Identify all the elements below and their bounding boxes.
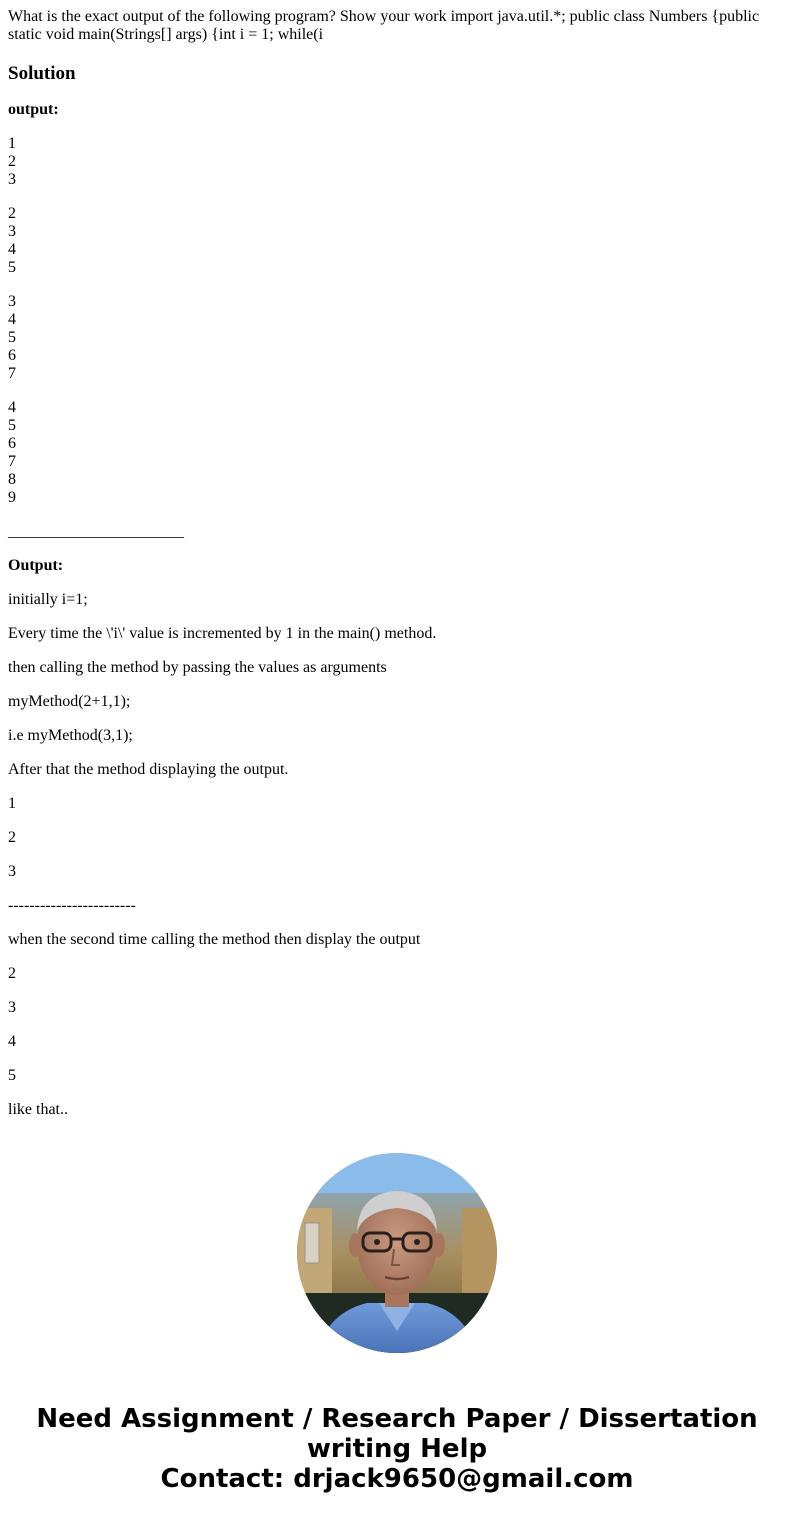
- explanation-label: Output:: [8, 557, 64, 574]
- underline-separator: ______________________: [8, 523, 184, 540]
- explanation-line: i.e myMethod(3,1);: [8, 727, 133, 744]
- output-group-3: [8, 293, 786, 383]
- explanation-line: like that..: [8, 1101, 68, 1118]
- explanation-line: myMethod(2+1,1);: [8, 693, 131, 710]
- output-line: 4: [8, 311, 16, 328]
- explanation-line: when the second time calling the method then display the output: [8, 931, 421, 948]
- output-line: 8: [8, 471, 16, 488]
- output-line: 3: [8, 223, 16, 240]
- explanation-line: 1: [8, 795, 16, 812]
- output-line: 3: [8, 171, 16, 188]
- solution-heading: Solution: [8, 63, 76, 84]
- output-group-4: [8, 399, 786, 507]
- explanation-line: then calling the method by passing the values as arguments: [8, 659, 387, 676]
- explanation-line: 2: [8, 965, 16, 982]
- document-body: [8, 8, 786, 1119]
- explanation-line: initially i=1;: [8, 591, 88, 608]
- output-line: 5: [8, 259, 16, 276]
- explanation-line: 3: [8, 999, 16, 1016]
- output-line: 4: [8, 241, 16, 258]
- footer-contact: Contact: drjack9650@gmail.com: [160, 1464, 634, 1494]
- explanation: [8, 591, 786, 1119]
- output-line: 7: [8, 365, 16, 382]
- output-group-2: [8, 205, 786, 277]
- output-line: 5: [8, 417, 16, 434]
- output-line: 4: [8, 399, 16, 416]
- output-groups: [8, 135, 786, 507]
- output-line: 9: [8, 489, 16, 506]
- output-line: 2: [8, 153, 16, 170]
- output-line: 6: [8, 435, 16, 452]
- output-label: output:: [8, 101, 59, 118]
- output-line: 6: [8, 347, 16, 364]
- explanation-line: 2: [8, 829, 16, 846]
- explanation-line: 4: [8, 1033, 16, 1050]
- dashed-separator: ------------------------: [8, 897, 136, 914]
- question-text: What is the exact output of the following program? Show your work import java.util.*; public class Numbers {public static void main(Strings[] args) {int i = 1; while(i: [8, 8, 760, 43]
- output-line: 5: [8, 329, 16, 346]
- explanation-line: Every time the \'i\' value is incremented by 1 in the main() method.: [8, 625, 437, 642]
- output-line: 7: [8, 453, 16, 470]
- footer-banner: [0, 1404, 794, 1494]
- explanation-line: 3: [8, 863, 16, 880]
- output-group-1: [8, 135, 786, 189]
- avatar: [297, 1153, 497, 1353]
- footer-line-1: Need Assignment / Research Paper / Dissertation: [36, 1404, 758, 1434]
- avatar-portrait-image: [297, 1153, 497, 1353]
- output-line: 1: [8, 135, 16, 152]
- footer-line-2: writing Help: [306, 1434, 488, 1464]
- output-line: 2: [8, 205, 16, 222]
- output-line: 3: [8, 293, 16, 310]
- explanation-line: After that the method displaying the output.: [8, 761, 289, 778]
- explanation-line: 5: [8, 1067, 16, 1084]
